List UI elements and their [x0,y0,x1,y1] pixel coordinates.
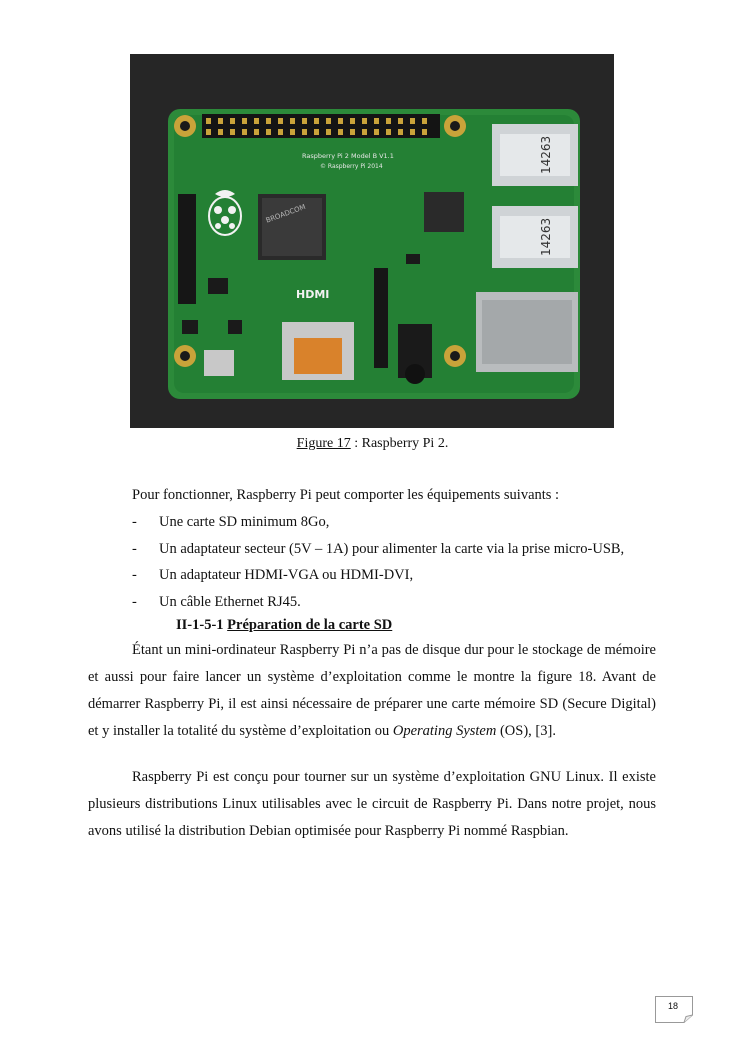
paragraph-sd-card: Étant un mini-ordinateur Raspberry Pi n’a pas de disque dur pour le stockage de mémoire et aussi pour faire lancer un système d’exploitation comme le montre la figure 18. Avant de démarrer Raspberry Pi, il est ainsi nécessaire de préparer une carte mémoire SD (Secure Digital) et y installer la totalité du système d’exploitation ou Operating System (OS), [3]. [88,642,656,739]
paragraph-linux: Raspberry Pi est conçu pour tourner sur un système d’exploitation GNU Linux. Il existe plusieurs distributions Linux utilisables avec le circuit de Raspberry Pi. Dans notre projet, nous avons utilisé la distribution Debian optimisée pour Raspberry Pi nommé Raspbian. [88,769,656,839]
figure-image [130,54,614,428]
figure-caption [0,436,745,452]
list-item: - Un adaptateur HDMI-VGA ou HDMI-DVI, [132,562,624,589]
italic-term: Operating System [392,723,497,739]
board-silkscreen-model: Raspberry Pi 2 Model B V1.1 [302,152,394,160]
hdmi-silkscreen-label: HDMI [296,288,330,301]
list-marker: - [132,514,137,530]
equipment-list [132,509,624,615]
list-item: - Un adaptateur secteur (5V – 1A) pour alimenter la carte via la prise micro-USB, [132,536,624,563]
page-number: 18 [655,996,693,1023]
list-marker: - [132,567,137,583]
section-title: Préparation de la carte SD [227,617,393,633]
equipment-intro: Pour fonctionner, Raspberry Pi peut comporter les équipements suivants : [132,487,560,503]
list-marker: - [132,540,137,557]
figure-caption-text: : Raspberry Pi 2. [350,436,449,451]
usb-code-1: 14263 [539,135,553,174]
board-silkscreen-copyright: © Raspberry Pi 2014 [320,163,383,170]
raspberry-pi-board-illustration [130,54,614,428]
figure-reference: Figure 17 [296,436,351,451]
section-number: II-1-5-1 [176,617,224,633]
svg-text:BROADCOM: BROADCOM [264,202,307,225]
list-marker: - [132,593,137,610]
list-item: - Une carte SD minimum 8Go, [132,509,624,536]
section-heading [176,612,392,638]
usb-code-2: 14263 [539,217,553,256]
list-item: - Un câble Ethernet RJ45. [132,589,624,616]
